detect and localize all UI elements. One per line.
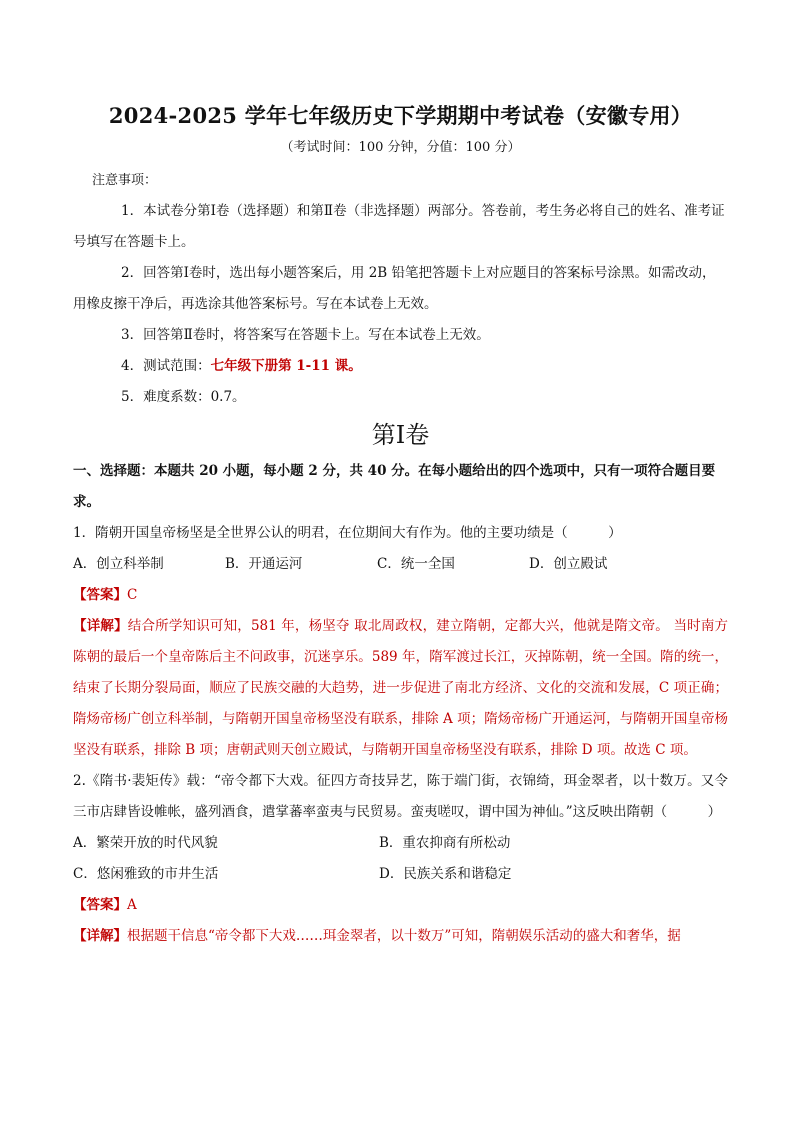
detail-text: 根据题干信息“帝令都下大戏……珥金翠者，以十数万”可知，隋朝娱乐活动的盛大和奢华，据 — [127, 928, 681, 944]
notice-item-1: 1．本试卷分第Ⅰ卷（选择题）和第Ⅱ卷（非选择题）两部分。答卷前，考生务必将自己的姓名、准考证号填写在答题卡上。 — [73, 203, 725, 250]
section-title: 第Ⅰ卷 — [371, 421, 430, 449]
question-2-options-row-1 — [73, 828, 728, 859]
question-2-stem: 2.《隋书·裴矩传》载：“帝令都下大戏。征四方奇技异艺，陈于端门街，衣锦绮，珥金翠者，以十数万。又令三市店肆皆设帷帐，盛列酒食，遣掌蕃率蛮夷与民贸易。蛮夷嗟叹，谓中国为神仙。”这反映出隋朝（ ） — [73, 773, 728, 820]
section-instructions: 一、选择题：本题共 20 小题，每小题 2 分，共 40 分。在每小题给出的四个选项中，只有一项符合题目要求。 — [73, 463, 716, 510]
question-2-answer — [73, 890, 728, 921]
notice-item-5: 5．难度系数：0.7。 — [121, 389, 246, 405]
question-1-stem: 1．隋朝开国皇帝杨坚是全世界公认的明君，在位期间大有作为。他的主要功绩是（ ） — [73, 525, 622, 541]
question-1-answer — [73, 580, 728, 611]
notice-item-4 — [73, 351, 728, 382]
detail-text: 结合所学知识可知，581 年，杨坚夺 取北周政权，建立隋朝，定都大兴，他就是隋文帝。 当时南方陈朝的最后一个皇帝陈后主不问政事，沉迷享乐。589 年，隋军渡过长江，灭掉陈朝，统一全国。隋的统一，结束了长期分裂局面，顺应了民族交融的大趋势，进一步促进了南北方经济、文化的交流和发展，C 项正确；隋炀帝杨广创立科举制，与隋朝开国皇帝杨坚没有联系，排除 A 项；隋炀帝杨广开通运河，与隋朝开国皇帝杨坚没有联系，排除 B 项；唐朝武则天创立殿试，与隋朝开国皇帝杨坚没有联系，排除 D 项。故选 C 项。 — [73, 618, 729, 758]
notice-heading: 注意事项： — [92, 173, 158, 188]
question-1-option-a: A．创立科举制 — [73, 556, 164, 572]
answer-label: 【答案】 — [73, 587, 127, 603]
question-1-detail — [73, 611, 728, 766]
notice-item-4-prefix: 4．测试范围： — [121, 358, 211, 374]
question-1-options — [73, 549, 728, 580]
exam-title: 2024-2025 学年七年级历史下学期期中考试卷（安徽专用） — [108, 103, 693, 128]
question-2-option-d: D．民族关系和谐稳定 — [379, 866, 512, 882]
notice-item-2: 2．回答第Ⅰ卷时，选出每小题答案后，用 2B 铅笔把答题卡上对应题目的答案标号涂黑。如需改动，用橡皮擦干净后，再选涂其他答案标号。写在本试卷上无效。 — [73, 265, 716, 312]
question-2-detail — [73, 921, 728, 952]
question-2-option-a: A．繁荣开放的时代风貌 — [73, 835, 218, 851]
detail-label: 【详解】 — [73, 928, 127, 944]
question-2-option-b: B．重农抑商有所松动 — [379, 835, 511, 851]
exam-subtitle: （考试时间：100 分钟，分值：100 分） — [280, 140, 521, 155]
question-1-option-c: C．统一全国 — [377, 556, 455, 572]
question-1-option-b: B．开通运河 — [225, 556, 303, 572]
test-range: 七年级下册第 1-11 课。 — [210, 358, 362, 374]
question-2-options-row-2 — [73, 859, 728, 890]
question-2-option-c: C．悠闲雅致的市井生活 — [73, 866, 219, 882]
answer-label: 【答案】 — [73, 897, 127, 913]
answer-value: C — [127, 587, 138, 603]
detail-label: 【详解】 — [73, 618, 128, 634]
question-1-option-d: D．创立殿试 — [529, 556, 608, 572]
notice-item-3: 3．回答第Ⅱ卷时，将答案写在答题卡上。写在本试卷上无效。 — [121, 327, 490, 343]
answer-value: A — [127, 897, 137, 913]
